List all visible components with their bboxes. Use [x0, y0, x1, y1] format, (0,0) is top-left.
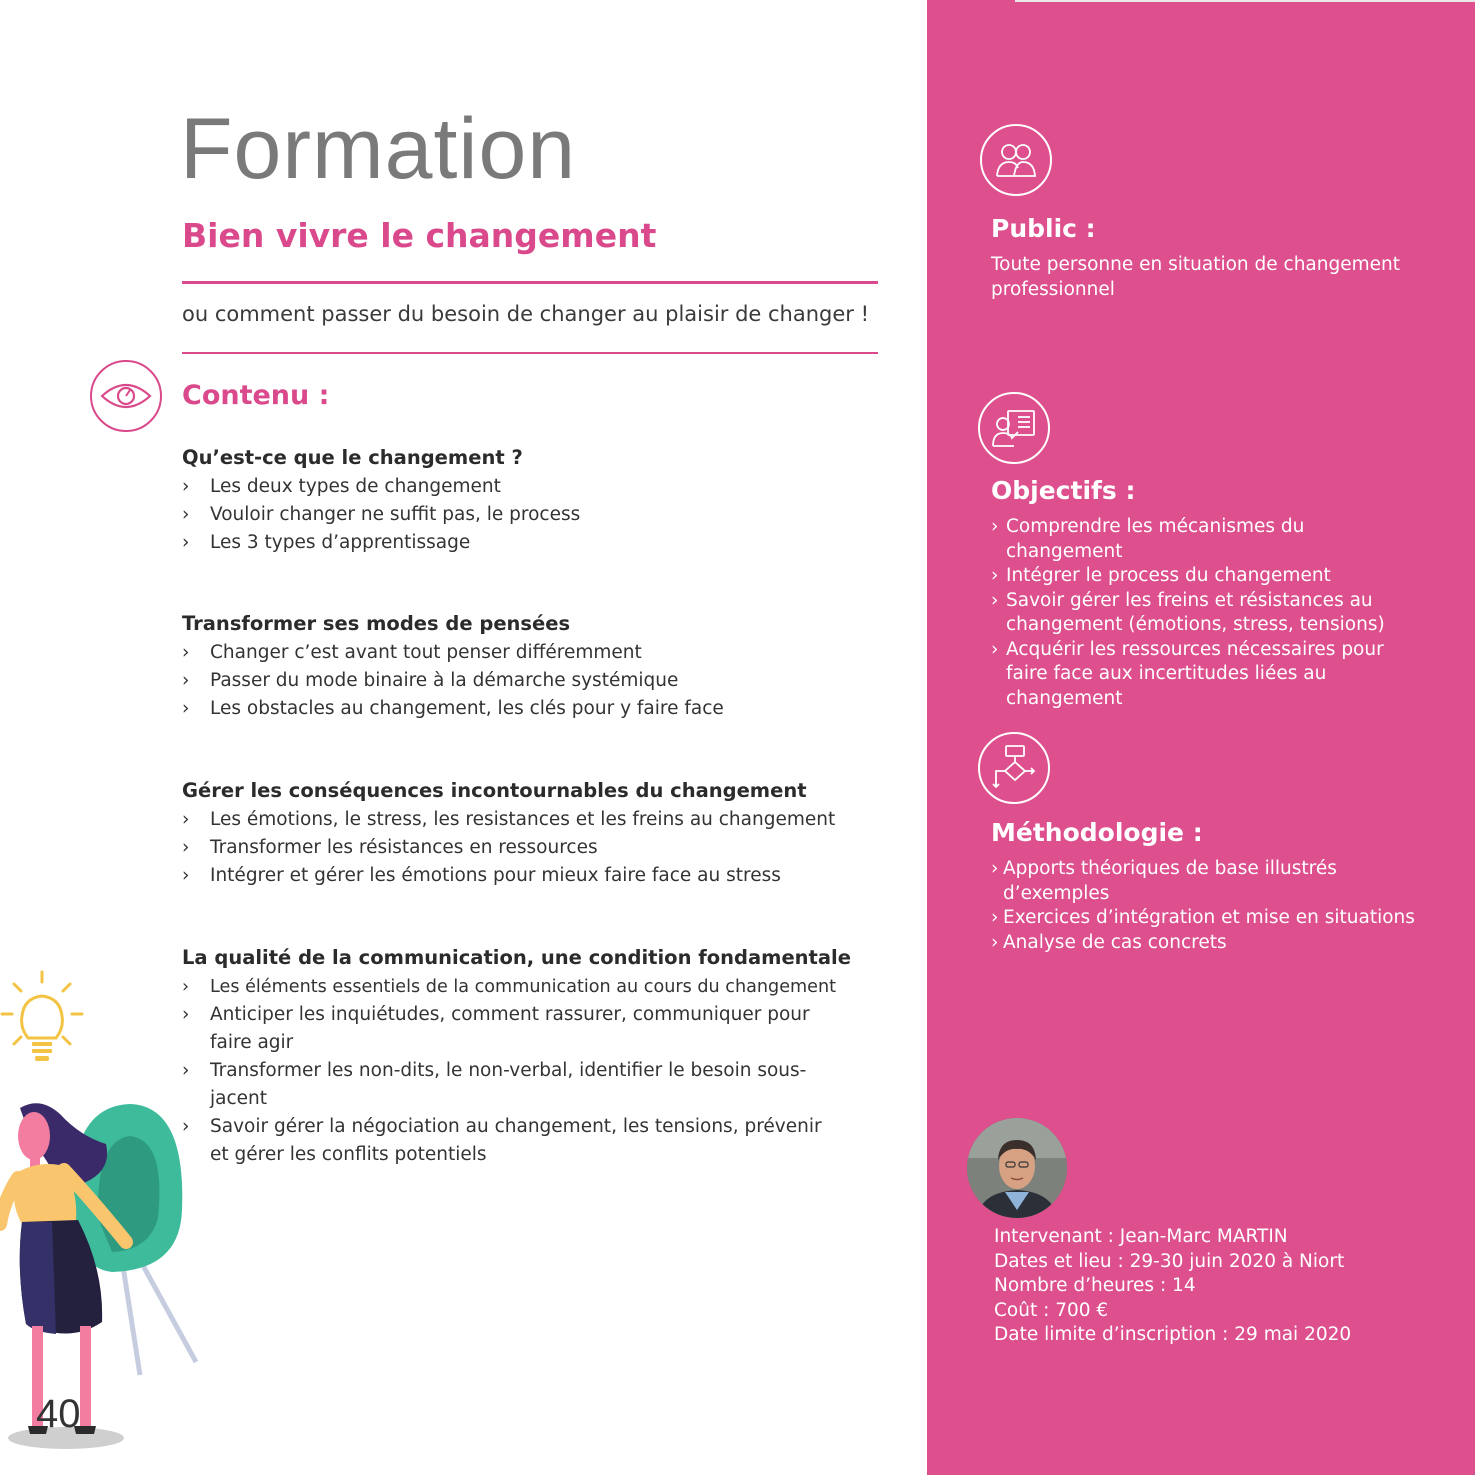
- sidebar-top-line: [1015, 0, 1475, 2]
- list-item: › Les émotions, le stress, les resistances et les freins au changement: [182, 806, 892, 834]
- list-item: › Comprendre les mécanismes du changement: [991, 515, 1336, 564]
- list-item: › Intégrer le process du changement: [991, 564, 1461, 589]
- contenu-heading: Contenu :: [182, 380, 330, 411]
- list-item: › Savoir gérer la négociation au changement, les tensions, prévenir et gérer les conflits potentiels: [182, 1113, 832, 1169]
- list-item: › Anticiper les inquiétudes, comment rassurer, communiquer pour faire agir: [182, 1001, 832, 1057]
- list-item: › Transformer les non-dits, le non-verbal, identifier le besoin sous-jacent: [182, 1057, 832, 1113]
- methodologie-heading: Méthodologie :: [991, 818, 1203, 847]
- list-item: › Les 3 types d’apprentissage: [182, 529, 892, 557]
- list-item: › Les éléments essentiels de la communication au cours du changement: [182, 973, 910, 1001]
- list-item: › Les deux types de changement: [182, 473, 892, 501]
- list-item: › Transformer les résistances en ressources: [182, 834, 892, 862]
- presentation-icon: [978, 392, 1050, 464]
- contenu-section-3: [182, 779, 892, 890]
- page-title: Formation: [180, 101, 577, 197]
- section-title: Qu’est-ce que le changement ?: [182, 446, 523, 469]
- list-item: › Les obstacles au changement, les clés pour y faire face: [182, 695, 892, 723]
- list-item: › Vouloir changer ne suffit pas, le process: [182, 501, 892, 529]
- section-title: La qualité de la communication, une condition fondamentale: [182, 946, 851, 969]
- course-subtitle: Bien vivre le changement: [182, 216, 657, 255]
- tagline: ou comment passer du besoin de changer au plaisir de changer !: [182, 302, 870, 326]
- divider-bottom: [182, 352, 878, 354]
- lightbulb-icon: [0, 968, 86, 1068]
- public-heading: Public :: [991, 214, 1096, 243]
- methodologie-list: [991, 857, 1461, 955]
- people-icon: [980, 124, 1052, 196]
- list-item: › Savoir gérer les freins et résistances au changement (émotions, stress, tensions): [991, 589, 1446, 638]
- intervenant: Intervenant : Jean-Marc MARTIN: [994, 1226, 1288, 1247]
- info-sidebar: [927, 0, 1475, 1475]
- date-limite: Date limite d’inscription : 29 mai 2020: [994, 1324, 1352, 1345]
- page-number: 40: [36, 1392, 81, 1436]
- nombre-heures: Nombre d’heures : 14: [994, 1275, 1196, 1296]
- woman-illustration: [0, 1100, 210, 1460]
- flowchart-icon: [978, 732, 1050, 804]
- cout: Coût : 700 €: [994, 1299, 1109, 1321]
- session-info: [994, 1225, 1351, 1348]
- objectifs-list: [991, 515, 1461, 711]
- list-item: › Intégrer et gérer les émotions pour mieux faire face au stress: [182, 862, 892, 890]
- objectifs-heading: Objectifs :: [991, 476, 1136, 505]
- public-text: Toute personne en situation de changement professionnel: [991, 254, 1400, 300]
- list-item: › Acquérir les ressources nécessaires pour faire face aux incertitudes liées au changement: [991, 638, 1426, 712]
- section-title: Transformer ses modes de pensées: [182, 612, 571, 635]
- list-item: › Apports théoriques de base illustrés d’exemples: [991, 857, 1363, 906]
- avatar: [967, 1118, 1067, 1218]
- contenu-section-1: [182, 446, 892, 557]
- contenu-section-2: [182, 612, 892, 723]
- list-item: › Analyse de cas concrets: [991, 931, 1461, 956]
- list-item: › Passer du mode binaire à la démarche systémique: [182, 667, 892, 695]
- dates-lieu: Dates et lieu : 29-30 juin 2020 à Niort: [994, 1250, 1345, 1272]
- divider-top: [182, 281, 878, 284]
- section-title: Gérer les conséquences incontournables du changement: [182, 779, 807, 802]
- list-item: › Exercices d’intégration et mise en situations: [991, 906, 1461, 931]
- contenu-section-4: [182, 946, 892, 1169]
- list-item: › Changer c’est avant tout penser différemment: [182, 639, 892, 667]
- eye-icon: [90, 360, 162, 432]
